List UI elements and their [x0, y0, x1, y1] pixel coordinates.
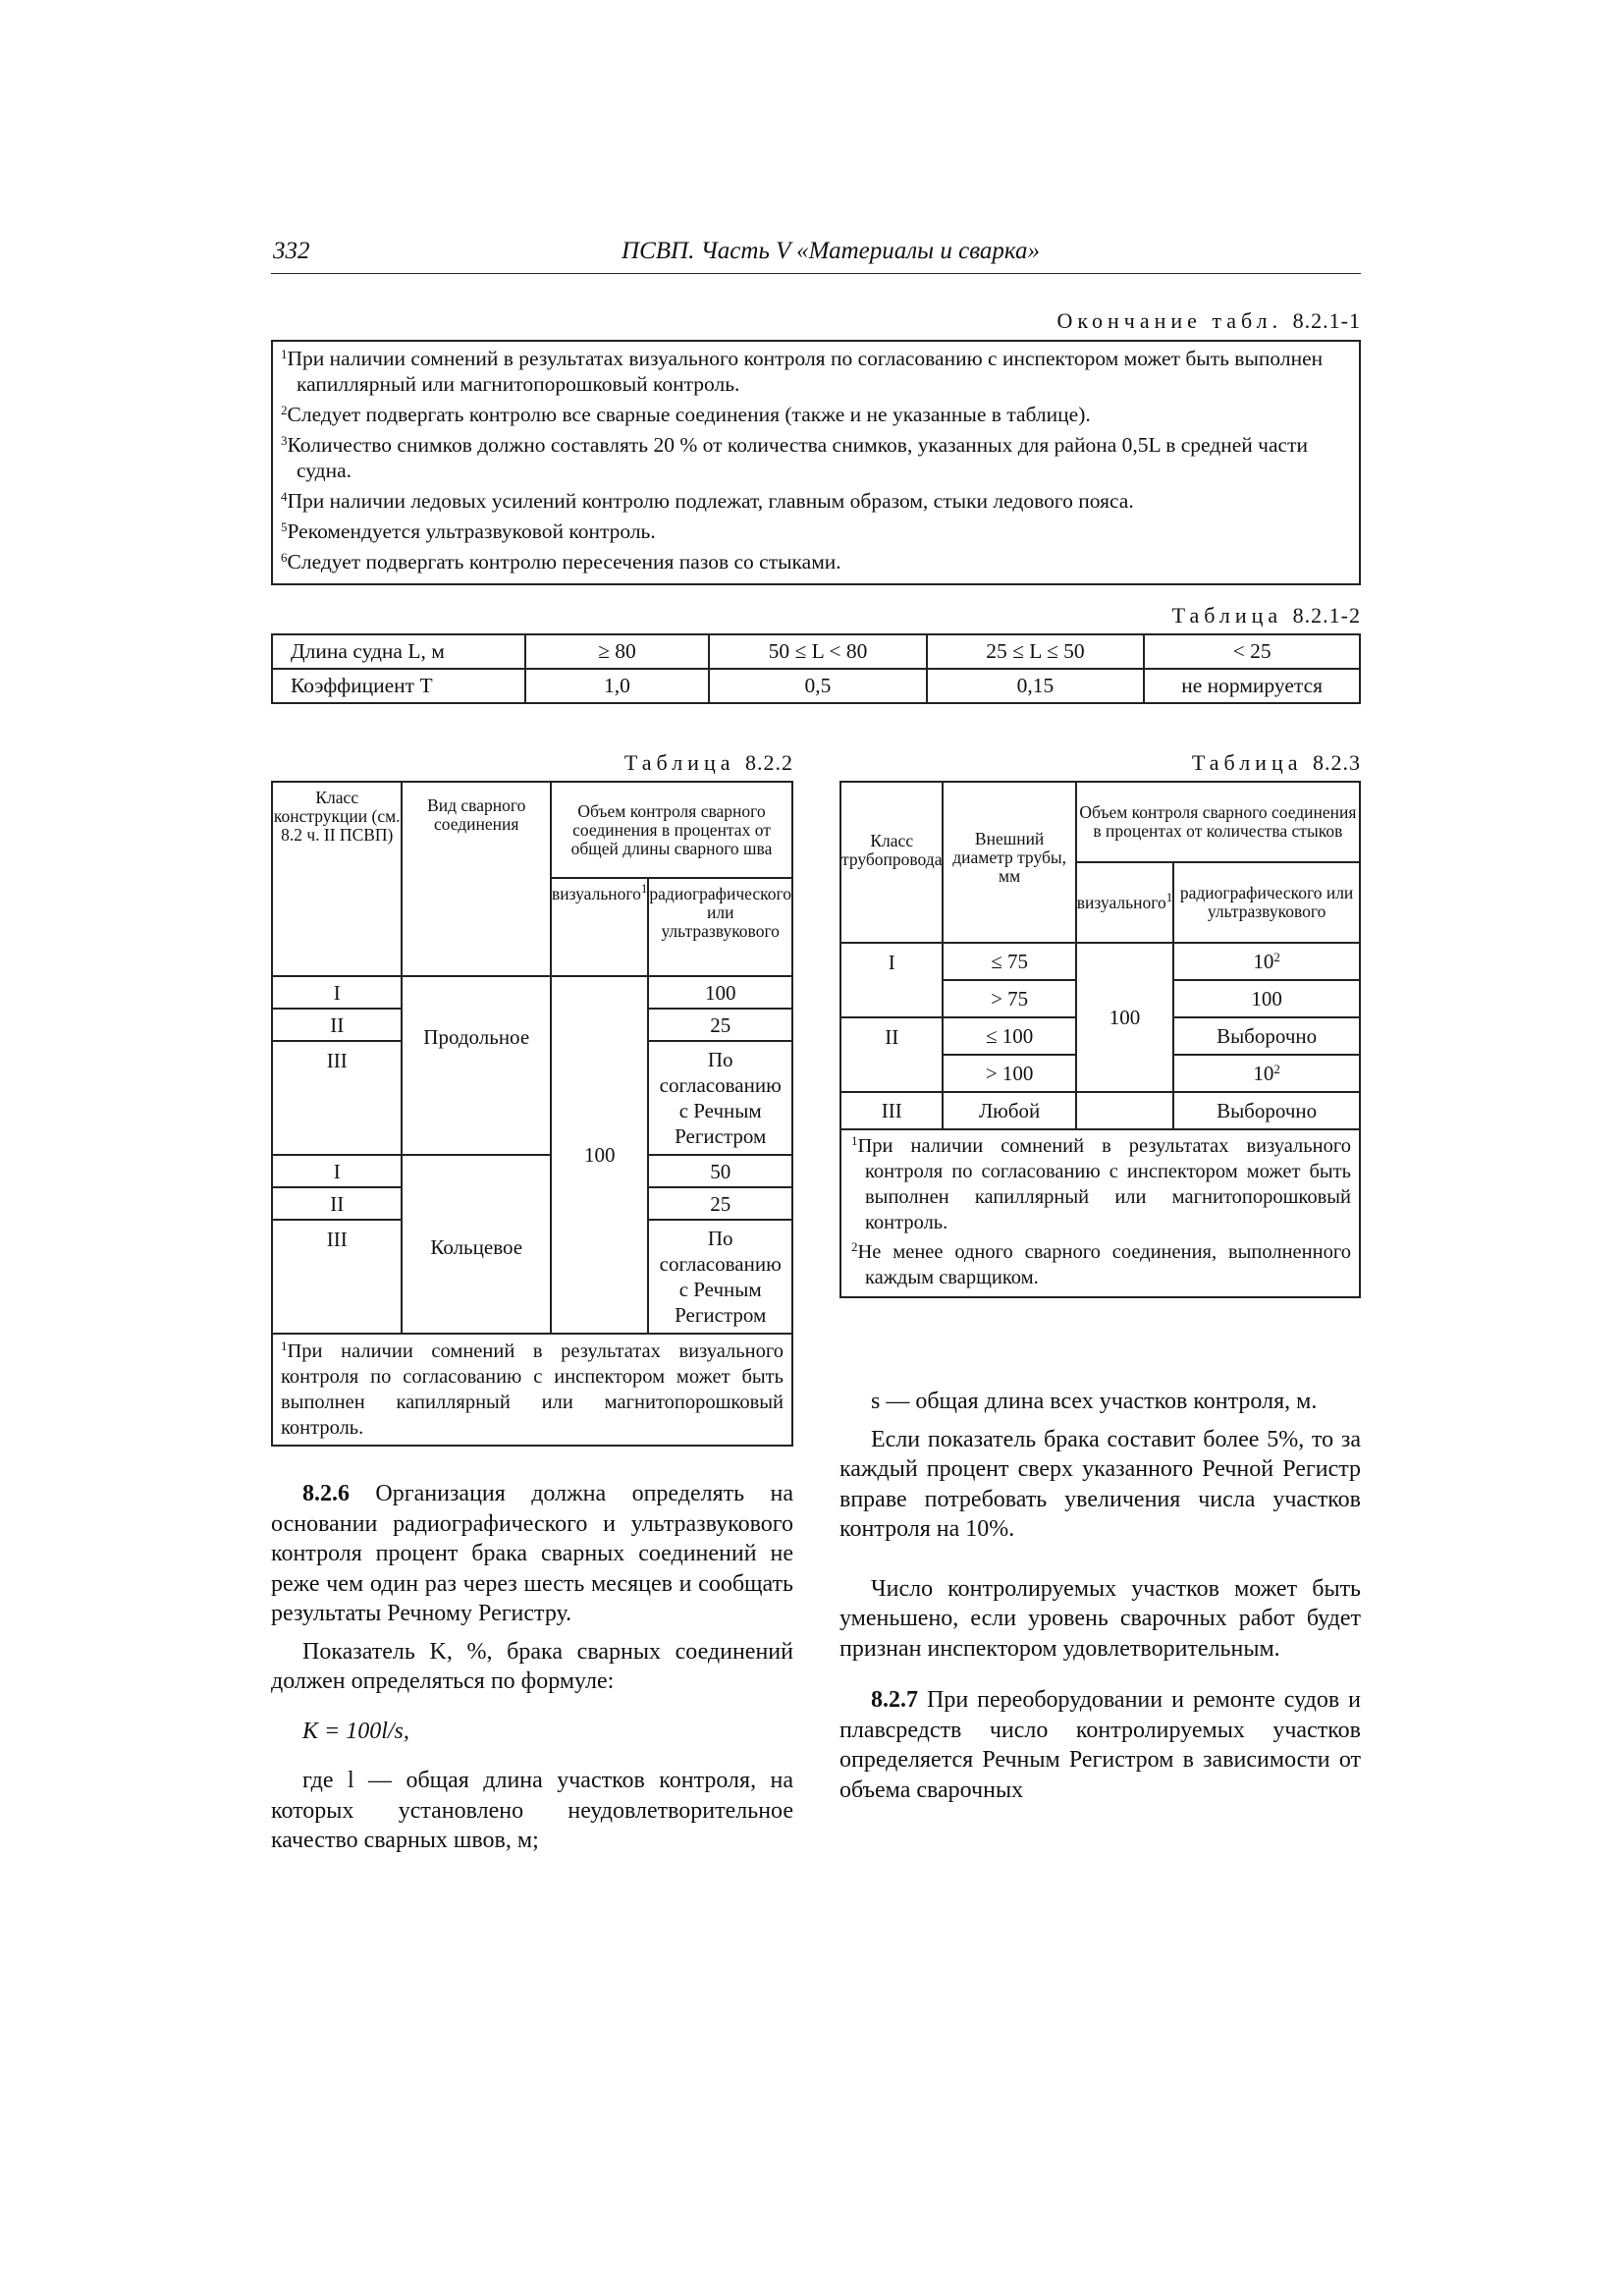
footnote-text: При наличии сомнений в результатах визуального контроля по согласованию с инспектором может быть выполнен капиллярный или магнитопорошковый контроль. — [857, 1135, 1351, 1233]
diameter-cell: Любой — [943, 1092, 1075, 1129]
radio-cell: Выборочно — [1173, 1092, 1360, 1129]
footnote-mark: 2 — [1273, 950, 1280, 964]
paragraph: где l — общая длина участков контроля, на которых установлено неудовлетворительное качество сварных швов, м; — [271, 1768, 793, 1853]
cell: < 25 — [1144, 634, 1360, 669]
cell: 1,0 — [525, 669, 710, 703]
paragraph-text: Организация должна определять на основании радиографического и ультразвукового контроля процент брака сварных соединений не реже чем один раз через шесть месяцев и сообщать результаты Речному Регистру. — [271, 1481, 793, 1626]
col-header-class: Класс трубопровода — [840, 782, 943, 943]
left-column-text — [271, 1479, 793, 1856]
class-cell: II — [840, 1017, 943, 1092]
footnote-mark: 3 — [281, 433, 288, 448]
type-cell: Кольцевое — [402, 1155, 550, 1334]
paragraph: s — общая длина всех участков контроля, м. — [871, 1389, 1318, 1414]
cell: 25 ≤ L ≤ 50 — [927, 634, 1145, 669]
diameter-cell: > 75 — [943, 980, 1075, 1017]
footnote-mark: 5 — [281, 519, 288, 534]
class-cell: II — [272, 1009, 402, 1041]
footnote-text: При наличии сомнений в результатах визуального контроля по согласованию с инспектором может быть выполнен капиллярный или магнитопорошковый контроль. — [287, 347, 1324, 396]
footnote-mark: 2 — [281, 403, 288, 417]
table-row — [840, 1092, 1360, 1129]
footnote — [281, 549, 1351, 574]
header-row — [272, 782, 792, 878]
caption-prefix: Таблица — [1171, 603, 1283, 628]
radio-cell: 100 — [648, 976, 792, 1009]
radio-cell: 50 — [648, 1155, 792, 1187]
footnote-text: Количество снимков должно составлять 20 % от количества снимков, указанных для района 0,5L в средней части судна. — [287, 433, 1308, 482]
table-821-1-caption — [271, 308, 1361, 334]
diameter-cell: ≤ 100 — [943, 1017, 1075, 1055]
table-821-2-caption — [271, 603, 1361, 629]
radio-cell — [1173, 943, 1360, 980]
running-title: ПСВП. Часть V «Материалы и сварка» — [622, 238, 1040, 264]
footnote-mark: 1 — [1165, 889, 1173, 904]
section-number: 8.2.7 — [871, 1687, 918, 1713]
row-label: Коэффициент T — [272, 669, 525, 703]
cell: 50 ≤ L < 80 — [709, 634, 926, 669]
class-cell: I — [272, 976, 402, 1009]
paragraph-826 — [271, 1479, 793, 1629]
table-823 — [839, 781, 1361, 1298]
table-footnote — [272, 1334, 792, 1446]
paragraph-text: При переоборудовании и ремонте судов и плавсредств число контролируемых участков определяется Речным Регистром в зависимости от объема сварочных — [839, 1687, 1361, 1803]
paragraph: Если показатель брака составит более 5%, то за каждый процент сверх указанного Речной Регистр вправе потребовать увеличения числа участков контроля на 10%. — [839, 1426, 1361, 1542]
diameter-cell: > 100 — [943, 1055, 1075, 1092]
col-header-diameter: Внешний диаметр трубы, мм — [943, 782, 1075, 943]
caption-prefix: Таблица — [1191, 750, 1303, 775]
footnote-mark: 1 — [281, 1339, 288, 1353]
section-number: 8.2.6 — [302, 1481, 350, 1506]
table-row — [272, 634, 1360, 669]
table-821-2 — [271, 633, 1361, 704]
type-cell: Продольное — [402, 976, 550, 1155]
caption-number: 8.2.2 — [745, 750, 793, 775]
header-row — [840, 782, 1360, 862]
cell: 0,5 — [709, 669, 926, 703]
col-header-volume: Объем контроля сварного соединения в процентах от общей длины сварного шва — [551, 782, 792, 878]
col-header-class: Класс конструкции (см. 8.2 ч. II ПСВП) — [272, 782, 402, 976]
page-header — [271, 234, 1361, 274]
table-footnotes — [840, 1129, 1360, 1297]
footnote — [281, 402, 1351, 427]
visual-cell-empty — [1076, 1092, 1173, 1129]
visual-label: визуального — [551, 884, 641, 903]
table-row — [272, 1155, 792, 1187]
footnote-row — [272, 1334, 792, 1446]
footnote-mark: 2 — [851, 1239, 858, 1254]
col-header-radio: радиографического или ультразвукового — [648, 878, 792, 976]
caption-number: 8.2.1-1 — [1292, 308, 1361, 333]
col-header-type: Вид сварного соединения — [402, 782, 550, 976]
paragraph-827 — [839, 1685, 1361, 1805]
radio-cell — [1173, 1055, 1360, 1092]
diameter-cell: ≤ 75 — [943, 943, 1075, 980]
radio-cell: 25 — [648, 1009, 792, 1041]
footnote-text: Не менее одного сварного соединения, выполненного каждым сварщиком. — [857, 1241, 1351, 1288]
footnote — [281, 432, 1351, 483]
table-823-caption — [839, 750, 1361, 776]
footnote-text: Следует подвергать контролю пересечения пазов со стыками. — [287, 550, 841, 574]
visual-cell: 100 — [551, 976, 648, 1334]
cell: ≥ 80 — [525, 634, 710, 669]
class-cell: I — [272, 1155, 402, 1187]
col-header-visual — [1076, 862, 1173, 943]
table-row — [272, 669, 1360, 703]
cell: 0,15 — [927, 669, 1145, 703]
cell: не нормируется — [1144, 669, 1360, 703]
radio-value: 10 — [1253, 950, 1274, 973]
footnote-mark: 1 — [640, 881, 648, 896]
visual-label: визуального — [1076, 892, 1166, 912]
radio-cell: Выборочно — [1173, 1017, 1360, 1055]
caption-prefix: Окончание табл. — [1056, 308, 1283, 333]
class-cell: III — [840, 1092, 943, 1129]
caption-prefix: Таблица — [623, 750, 735, 775]
right-column-text — [839, 1387, 1361, 1805]
footnote-text: При наличии сомнений в результатах визуального контроля по согласованию с инспектором может быть выполнен капиллярный или магнитопорошковый контроль. — [281, 1340, 784, 1439]
footnote-text: Следует подвергать контролю все сварные соединения (также и не указанные в таблице). — [287, 403, 1091, 426]
radio-cell: По согласованию с Речным Регистром — [648, 1041, 792, 1155]
footnote-mark: 2 — [1273, 1062, 1280, 1076]
visual-cell: 100 — [1076, 943, 1173, 1092]
table-822 — [271, 781, 793, 1447]
table-row — [272, 976, 792, 1009]
page-number: 332 — [273, 238, 310, 264]
radio-cell: 100 — [1173, 980, 1360, 1017]
footnote — [281, 519, 1351, 544]
footnote-mark: 1 — [281, 347, 288, 361]
footnote — [281, 346, 1351, 397]
radio-value: 10 — [1253, 1062, 1274, 1085]
footnote-mark: 1 — [851, 1133, 858, 1148]
class-cell: III — [272, 1041, 402, 1155]
footnote-text: Рекомендуется ультразвуковой контроль. — [287, 519, 656, 543]
caption-number: 8.2.3 — [1313, 750, 1361, 775]
table-row — [840, 943, 1360, 980]
footnote-mark: 4 — [281, 489, 288, 504]
col-header-radio: радиографического или ультразвукового — [1173, 862, 1360, 943]
footnote-text: При наличии ледовых усилений контролю подлежат, главным образом, стыки ледового пояса. — [287, 489, 1134, 513]
col-header-visual — [551, 878, 648, 976]
col-header-volume: Объем контроля сварного соединения в процентах от количества стыков — [1076, 782, 1360, 862]
paragraph: Число контролируемых участков может быть уменьшено, если уровень сварочных работ будет признан инспектором удовлетворительным. — [839, 1575, 1361, 1662]
footnote-mark: 6 — [281, 550, 288, 565]
footnote — [851, 1133, 1351, 1235]
class-cell: I — [840, 943, 943, 1017]
table-822-caption — [271, 750, 793, 776]
radio-cell: 25 — [648, 1187, 792, 1220]
table-821-1-footnotes — [271, 340, 1361, 585]
row-label: Длина судна L, м — [272, 634, 525, 669]
footnote — [281, 488, 1351, 514]
radio-cell: По согласованию с Речным Регистром — [648, 1220, 792, 1334]
footnote-row — [840, 1129, 1360, 1297]
footnote — [851, 1239, 1351, 1290]
paragraph: Показатель K, %, брака сварных соединений должен определяться по формуле: — [271, 1638, 793, 1694]
class-cell: II — [272, 1187, 402, 1220]
class-cell: III — [272, 1220, 402, 1334]
formula: K = 100l/s, — [302, 1718, 409, 1744]
caption-number: 8.2.1-2 — [1292, 603, 1361, 628]
